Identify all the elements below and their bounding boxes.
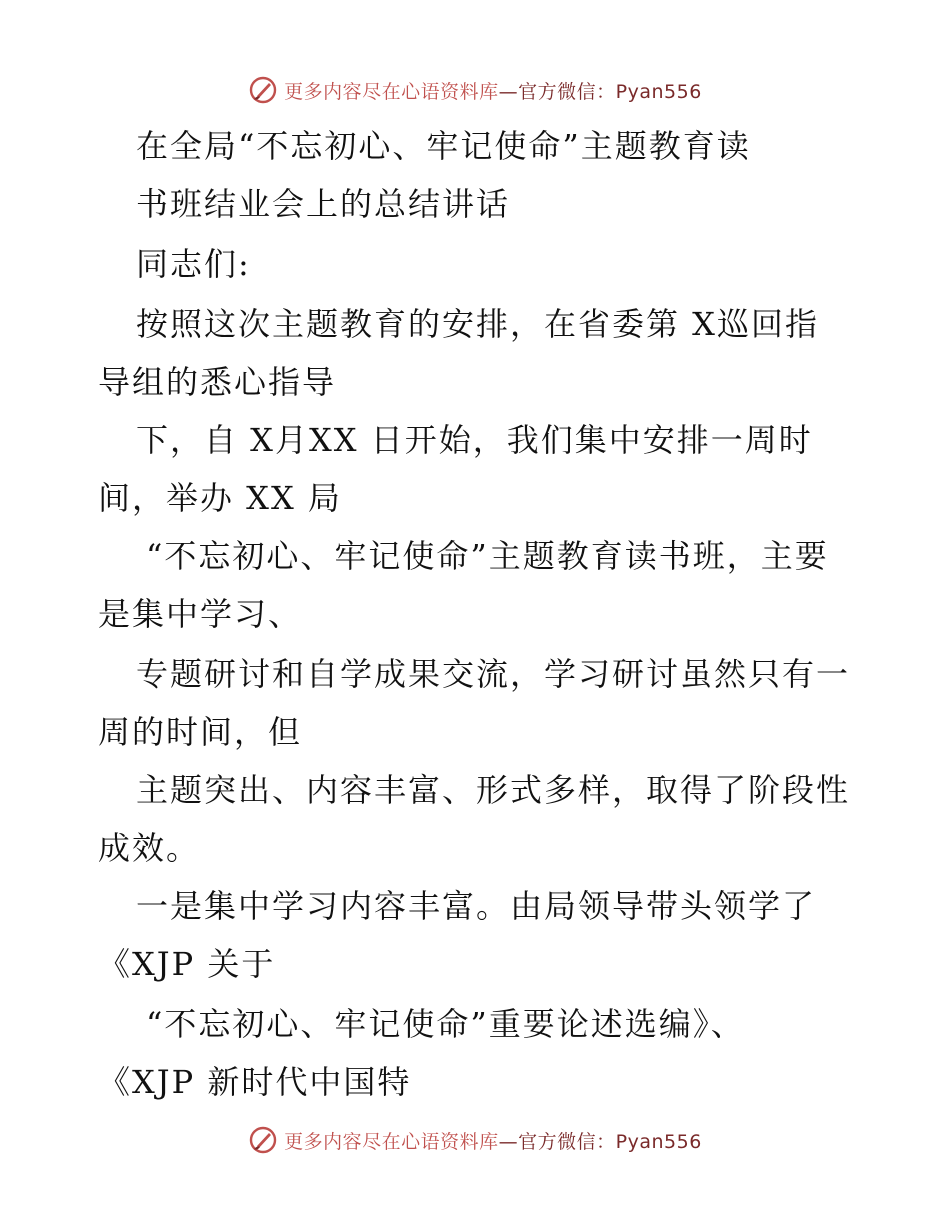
- paragraph-line: 成效。: [98, 829, 201, 867]
- watermark-text: 更多内容尽在心语资料库—官方微信：Pyan556: [284, 80, 702, 103]
- paragraph-line: 是集中学习、: [98, 595, 303, 633]
- footer-watermark: [0, 1120, 950, 1160]
- paragraph-line: “不忘初心、牢记使命”主题教育读书班，主要: [146, 537, 829, 575]
- quill-seal-icon: [248, 1125, 278, 1155]
- salutation: 同志们:: [136, 245, 251, 283]
- paragraph-line: 按照这次主题教育的安排，在省委第 X巡回指: [136, 305, 819, 343]
- paragraph-line: 主题突出、内容丰富、形式多样，取得了阶段性: [136, 771, 851, 809]
- paragraph-line: 周的时间，但: [98, 713, 303, 751]
- watermark-text: 更多内容尽在心语资料库—官方微信：Pyan556: [284, 1130, 702, 1153]
- paragraph-line: “不忘初心、牢记使命”重要论述选编》、: [146, 1005, 745, 1043]
- quill-seal-icon: [248, 75, 278, 105]
- header-watermark: [0, 70, 950, 110]
- paragraph-line: 下，自 X月XX 日开始，我们集中安排一周时: [136, 421, 813, 459]
- paragraph-line: 专题研讨和自学成果交流，学习研讨虽然只有一: [136, 655, 851, 693]
- paragraph-line: 间，举办 XX 局: [98, 479, 342, 517]
- title-line-1: 在全局“不忘初心、牢记使命”主题教育读: [136, 127, 751, 165]
- title-line-2: 书班结业会上的总结讲话: [136, 185, 511, 223]
- paragraph-line: 导组的悉心指导: [98, 363, 337, 401]
- paragraph-line: 《XJP 新时代中国特: [98, 1063, 412, 1101]
- paragraph-line: 一是集中学习内容丰富。由局领导带头领学了: [136, 887, 817, 925]
- paragraph-line: 《XJP 关于: [98, 945, 276, 983]
